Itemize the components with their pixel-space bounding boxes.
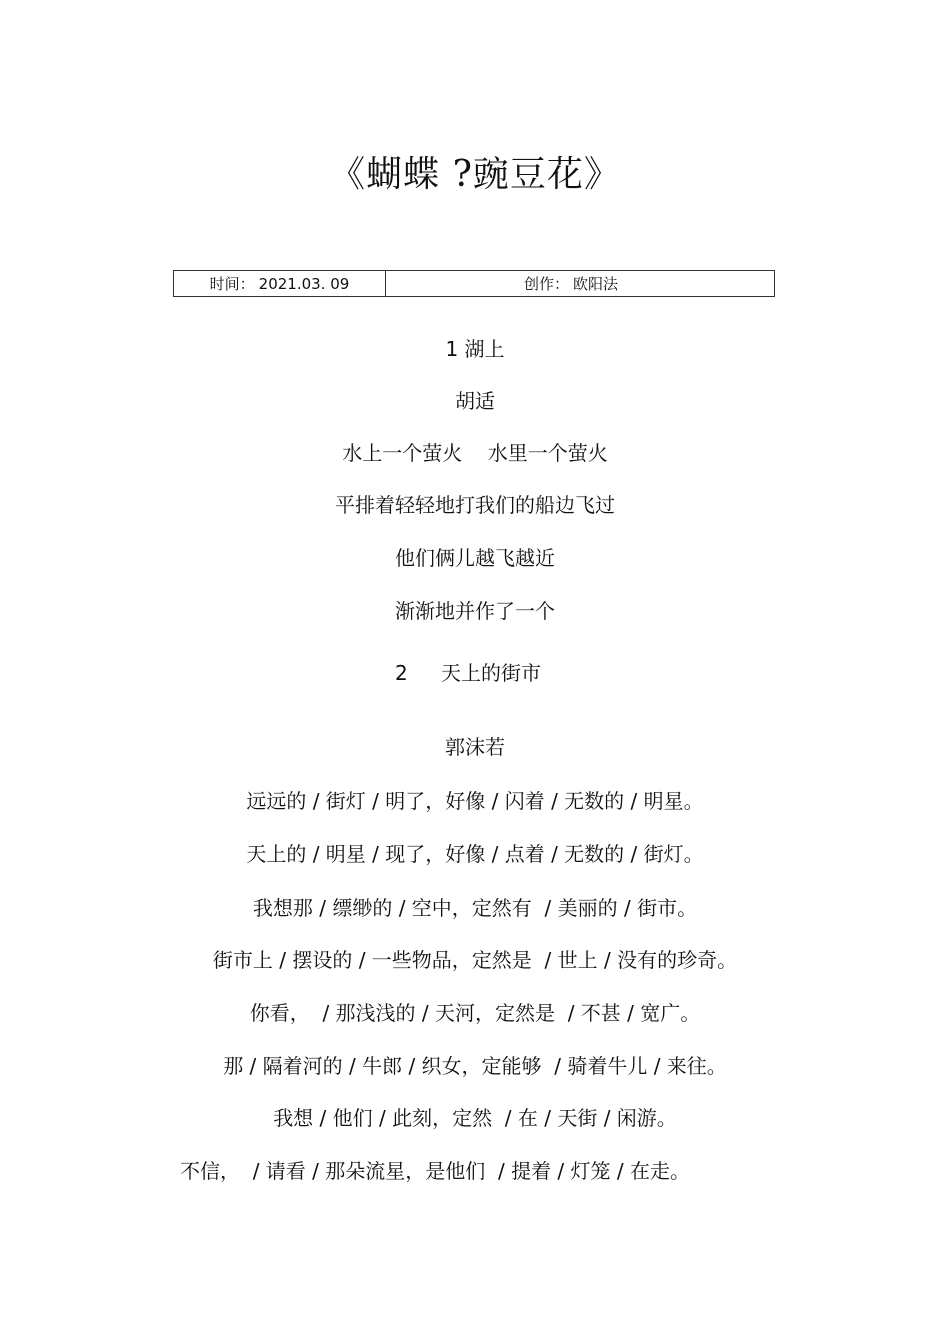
poem1-line-1: 水上一个萤火 水里一个萤火 [342, 441, 608, 465]
poem2-line-8: 不信， / 请看 / 那朵流星，是他们 / 提着 / 灯笼 / 在走。 [180, 1159, 690, 1183]
poem1-line-3: 他们俩儿越飞越近 [395, 546, 555, 570]
poem2-line-1: 远远的 / 街灯 / 明了，好像 / 闪着 / 无数的 / 明星。 [246, 789, 704, 813]
author-label: 创作： [523, 275, 569, 293]
meta-table [173, 270, 775, 297]
poem2-number: 2 [395, 661, 408, 685]
time-value: 2021.03. 09 [258, 274, 350, 293]
poem2-line-3: 我想那 / 缥缈的 / 空中，定然有 / 美丽的 / 街市。 [252, 896, 698, 920]
document-title: 《蝴蝶 ?豌豆花》 [329, 154, 621, 195]
poem2-title: 天上的街市 [441, 661, 541, 685]
poem1-line-4: 渐渐地并作了一个 [395, 599, 555, 623]
meta-author-cell [386, 271, 774, 296]
poem1-heading: 1 湖上 [445, 337, 505, 361]
poem2-line-2: 天上的 / 明星 / 现了，好像 / 点着 / 无数的 / 街灯。 [246, 842, 704, 866]
meta-time-cell [174, 271, 386, 296]
author-value: 欧阳法 [573, 275, 619, 293]
poem2-line-4: 街市上 / 摆设的 / 一些物品，定然是 / 世上 / 没有的珍奇。 [212, 948, 738, 972]
poem2-author: 郭沫若 [445, 735, 505, 759]
poem2-line-5: 你看， / 那浅浅的 / 天河，定然是 / 不甚 / 宽广。 [249, 1001, 701, 1025]
poem1-line-2: 平排着轻轻地打我们的船边飞过 [335, 493, 615, 517]
time-label: 时间： [209, 275, 255, 293]
poem1-author: 胡适 [455, 389, 495, 413]
poem2-line-7: 我想 / 他们 / 此刻，定然 / 在 / 天街 / 闲游。 [273, 1106, 677, 1130]
poem2-line-6: 那 / 隔着河的 / 牛郎 / 织女，定能够 / 骑着牛儿 / 来往。 [223, 1054, 727, 1078]
